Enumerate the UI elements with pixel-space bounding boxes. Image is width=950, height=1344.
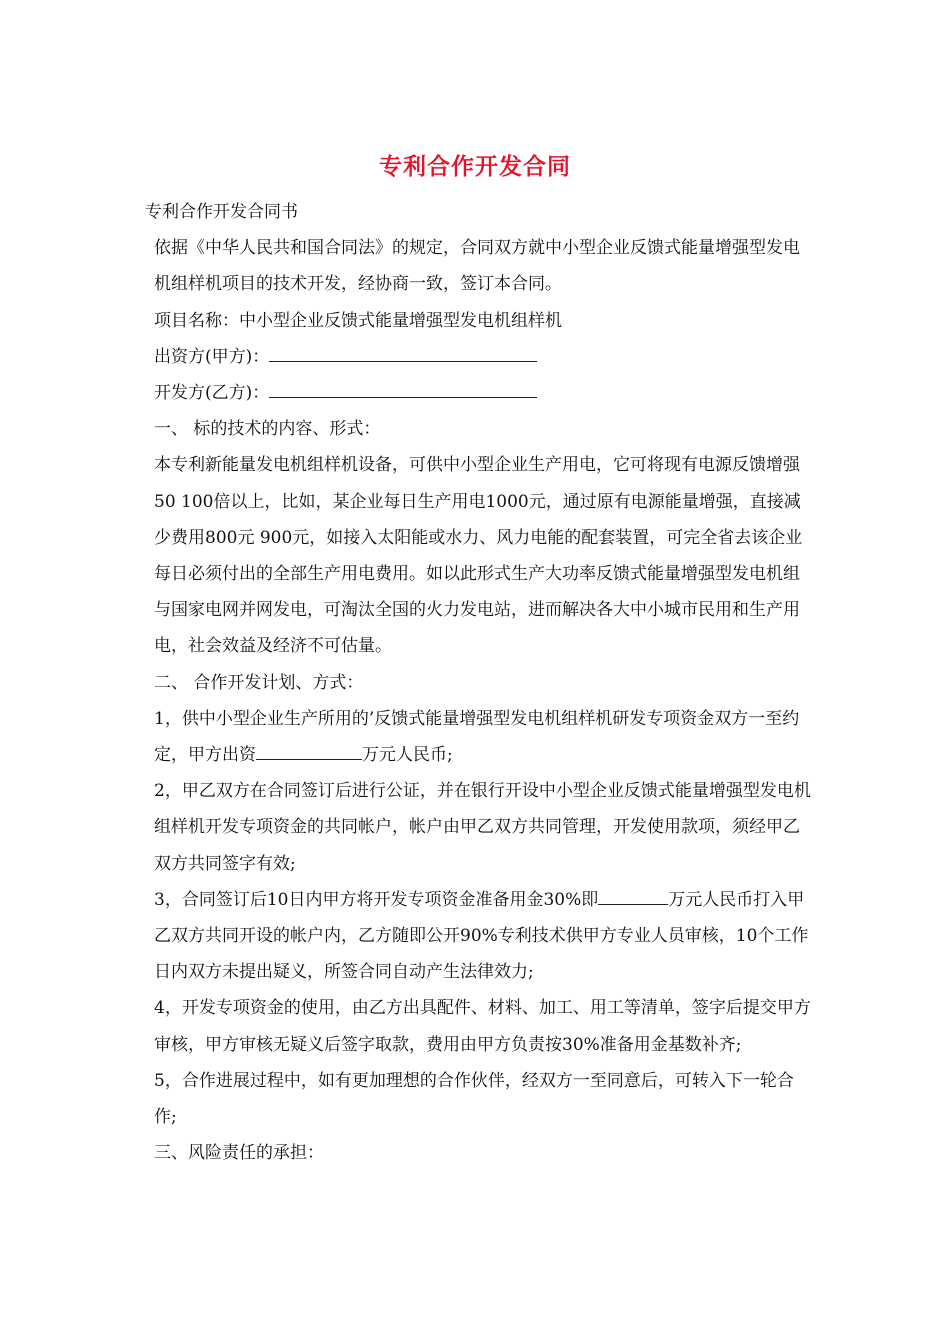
document-body [145,194,815,1171]
clause-3-text: 3，合同签订后10日内甲方将开发专项资金准备用金30%即 [154,889,599,910]
clause-3 [145,882,815,991]
clause-1-text: 1，供中小型企业生产所用的’反馈式能量增强型发电机组样机研发专项资金双方一至约定，甲方出资 [154,708,800,766]
clause-1-tail: 万元人民币; [362,745,453,766]
clause-3-tail: 万元人民币打入甲乙双方共同开设的帐户内，乙方随即公开90%专利技术供甲方专业人员审核，10个工作日内双方未提出疑义，所签合同自动产生法律效力; [154,889,809,983]
clause-5: 5，合作进展过程中，如有更加理想的合作伙伴，经双方一至同意后，可转入下一轮合作; [154,1070,794,1128]
party-a-blank [269,347,537,362]
clause-3-blank [598,890,668,905]
section3-heading: 三、风险责任的承担： [154,1143,324,1164]
party-b-blank [269,383,537,398]
clause-4: 4，开发专项资金的使用，由乙方出具配件、材料、加工、用工等清单，签字后提交甲方审核，甲方审核无疑义后签字取款，费用由甲方负责按30%准备用金基数补齐; [154,998,811,1055]
party-b-label: 开发方(乙方)： [154,383,270,404]
document-subtitle: 专利合作开发合同书 [145,202,298,222]
party-b-line [145,375,815,411]
intro-paragraph: 依据《中华人民共和国合同法》的规定，合同双方就中小型企业反馈式能量增强型发电机组样机项目的技术开发，经协商一致，签订本合同。 [154,238,800,295]
section1-body: 本专利新能量发电机组样机设备，可供中小型企业生产用电，它可将现有电源反馈增强50 100倍以上，比如，某企业每日生产用电1000元，通过原有电源能量增强，直接减少费用800元 900元，如接入太阳能或水力、风力电能的配套装置，可完全省去该企业每日必须付出的全部生产用电费用。如以此形式生产大功率反馈式能量增强型发电机组与国家电网并网发电，可淘汰全国的火力发电站，进而解决各大中小城市民用和生产用电，社会效益及经济不可估量。 [154,455,803,657]
party-a-label: 出资方(甲方)： [154,346,270,367]
clause-2: 2，甲乙双方在合同签订后进行公证，并在银行开设中小型企业反馈式能量增强型发电机组样机开发专项资金的共同帐户，帐户由甲乙双方共同管理，开发使用款项，须经甲乙双方共同签字有效; [154,781,811,874]
project-name-line: 项目名称：中小型企业反馈式能量增强型发电机组样机 [154,310,562,331]
party-a-line [145,339,815,375]
section2-heading: 二、 合作开发计划、方式： [154,672,364,693]
clause-1-blank [256,745,362,760]
section1-heading: 一、 标的技术的内容、形式： [154,419,381,440]
document-title: 专利合作开发合同 [379,154,571,180]
clause-1 [145,701,815,773]
